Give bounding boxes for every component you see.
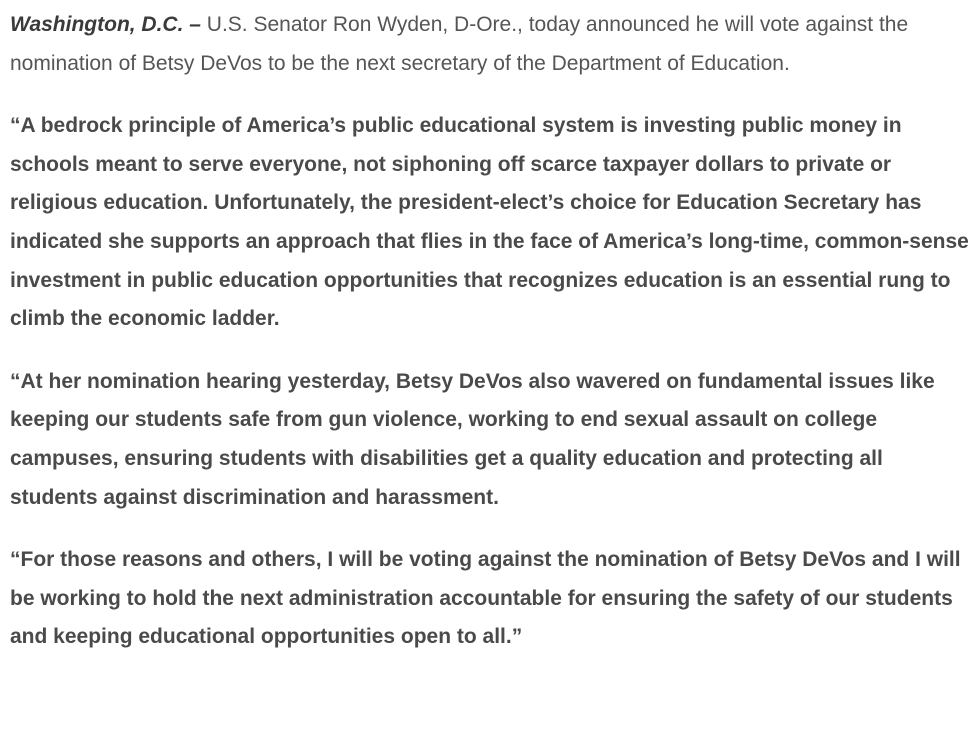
intro-text: U.S. Senator Ron Wyden, D-Ore., today announced he will vote against the nomination of Betsy DeVos to be the next secretary of the Department of Education.	[10, 13, 909, 75]
quote-paragraph-1: “A bedrock principle of America’s public educational system is investing public money in schools meant to serve everyone, not siphoning off scarce taxpayer dollars to private or religious education. Unfortunately, the president-elect’s choice for Education Secretary has indicated she supports an approach that flies in the face of America’s long-time, common-sense investment in public education opportunities that recognizes education is an essential rung to climb the economic ladder.	[10, 114, 969, 331]
intro-paragraph	[10, 6, 970, 83]
quote-paragraph-3: “For those reasons and others, I will be voting against the nomination of Betsy DeVos and I will be working to hold the next administration accountable for ensuring the safety of our students and keeping educational opportunities open to all.”	[10, 548, 961, 649]
dateline: Washington, D.C. –	[10, 13, 201, 36]
quote-paragraph-2: “At her nomination hearing yesterday, Betsy DeVos also wavered on fundamental issues like keeping our students safe from gun violence, working to end sexual assault on college campuses, ensuring students with disabilities get a quality education and protecting all students against discrimination and harassment.	[10, 369, 935, 509]
